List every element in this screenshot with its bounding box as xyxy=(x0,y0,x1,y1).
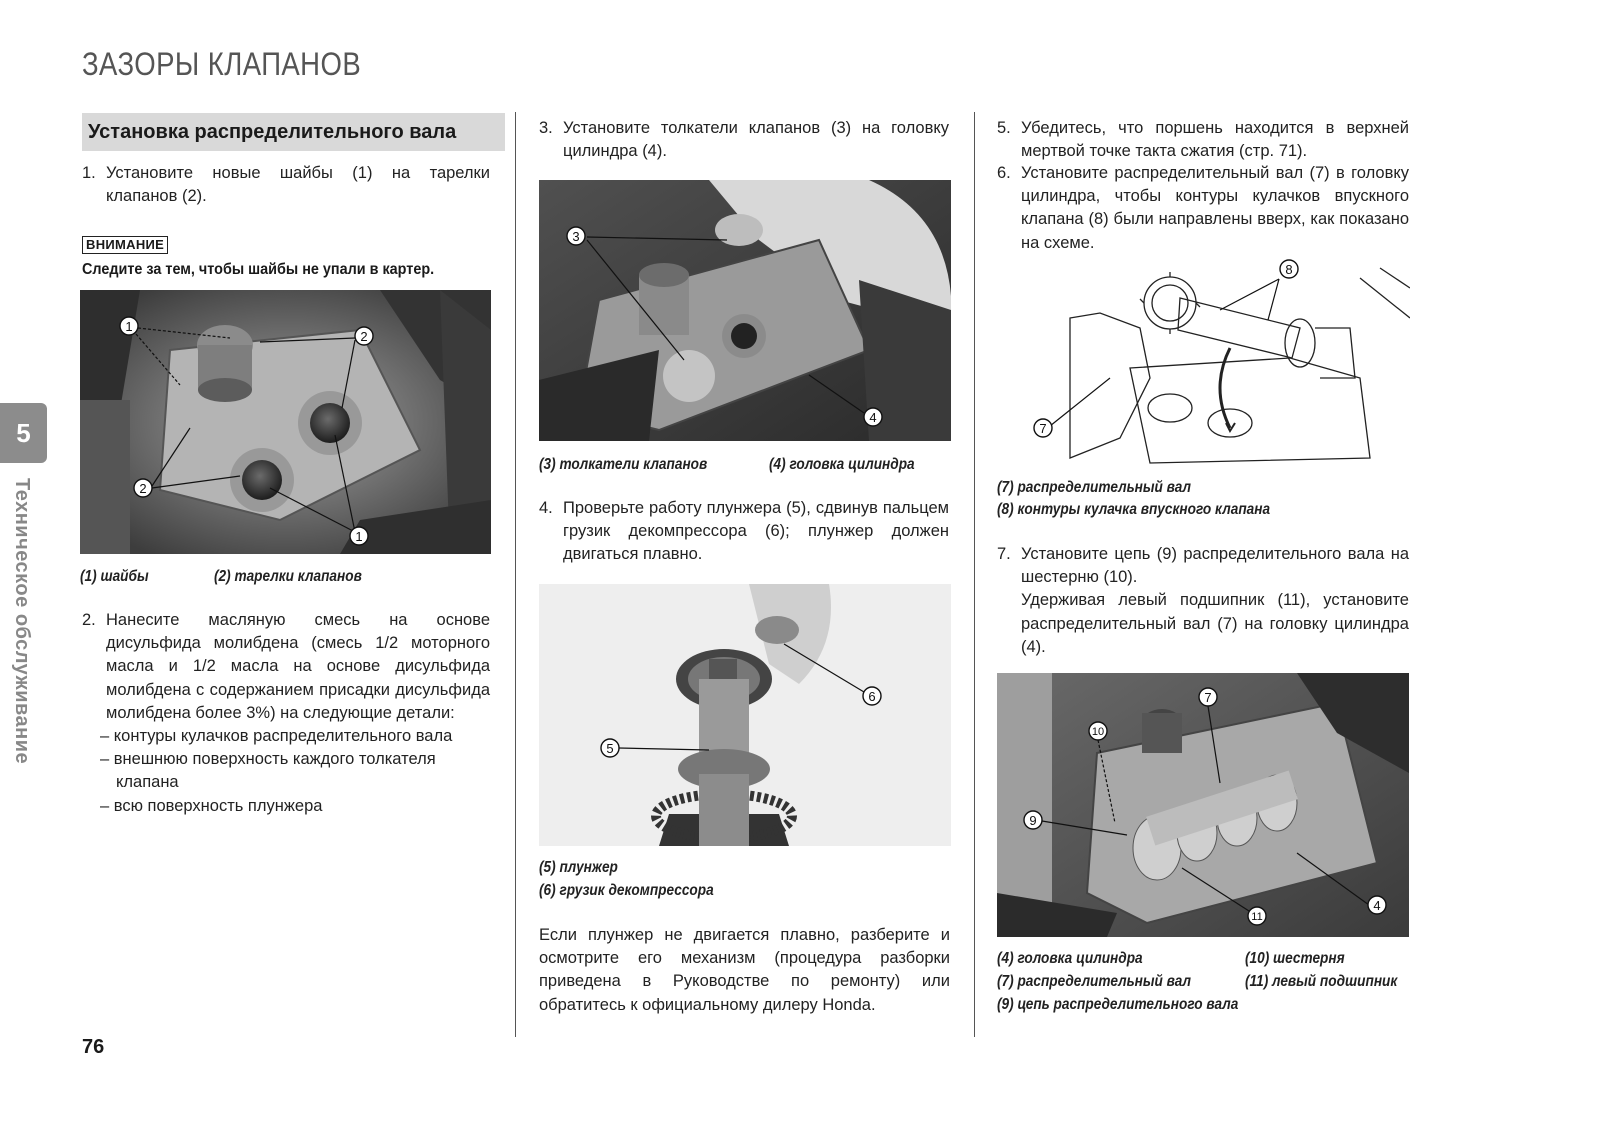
diagram-camshaft-orientation xyxy=(1030,258,1410,468)
step-6 xyxy=(997,162,1409,255)
callout-1: 1 xyxy=(125,319,133,334)
callout-7: 7 xyxy=(1204,690,1212,705)
step-number: 5. xyxy=(997,119,1011,137)
page-number: 76 xyxy=(82,1036,105,1058)
callout-10: 10 xyxy=(1091,726,1105,738)
caution-label: ВНИМАНИЕ xyxy=(82,236,168,254)
callout-7: 7 xyxy=(1039,421,1047,436)
callout-6: 6 xyxy=(868,689,876,704)
step-text: Установите толкатели клапанов (3) на головку цилиндра (4). xyxy=(563,119,949,161)
step-text: Нанесите масляную смесь на основе дисульфида молибдена (смесь 1/2 моторного масла и 1/2 масла на основе дисульфида молибдена с содержанием присадки дисульфида молибдена более 3%) на следующие детали: xyxy=(106,611,490,722)
photo-caption: (11) левый подшипник xyxy=(1245,973,1398,990)
step-number: 6. xyxy=(997,164,1011,182)
diagram-caption: (7) распределительный вал xyxy=(997,479,1191,496)
callout-5: 5 xyxy=(606,741,614,756)
photo-caption: (3) толкатели клапанов xyxy=(539,456,708,473)
photo-caption: (1) шайбы xyxy=(80,568,149,585)
callout-11: 11 xyxy=(1251,911,1263,923)
photo-washers-on-valve-retainers xyxy=(80,290,491,554)
step-2 xyxy=(82,609,490,725)
step-text: Удерживая левый подшипник (11), установите распределительный вал (7) на головку цилиндра (4). xyxy=(1021,591,1409,656)
column-divider-1 xyxy=(515,112,516,1037)
bullet-item: – всю поверхность плунжера xyxy=(100,796,323,815)
step-number: 4. xyxy=(539,499,553,517)
photo-caption: (4) головка цилиндра xyxy=(997,950,1143,967)
step-number: 2. xyxy=(82,611,96,629)
step-number: 1. xyxy=(82,164,96,182)
caution-text: Следите за тем, чтобы шайбы не упали в картер. xyxy=(82,261,435,278)
photo-plunger-decompressor xyxy=(539,584,951,846)
column-divider-2 xyxy=(974,112,975,1037)
photo-caption: (5) плунжер xyxy=(539,859,618,876)
page-title: ЗАЗОРЫ КЛАПАНОВ xyxy=(82,46,362,82)
step-text: Установите цепь (9) распределительного вала на шестерню (10). xyxy=(1021,545,1409,587)
step-4 xyxy=(539,497,949,567)
callout-4: 4 xyxy=(869,410,877,425)
bullet-item: – внешнюю поверхность каждого толкателя клапана xyxy=(100,750,436,792)
chapter-tab[interactable]: 5 xyxy=(0,403,47,463)
section-heading: Установка распределительного вала xyxy=(82,113,505,151)
step-text: Проверьте работу плунжера (5), сдвинув пальцем грузик декомпрессора (6); плунжер должен двигаться плавно. xyxy=(563,499,949,564)
step-number: 3. xyxy=(539,119,553,137)
callout-3: 3 xyxy=(572,229,580,244)
step-1 xyxy=(82,162,490,208)
step-3 xyxy=(539,117,949,163)
photo-caption: (2) тарелки клапанов xyxy=(214,568,362,585)
step-7 xyxy=(997,543,1409,659)
photo-caption: (4) головка цилиндра xyxy=(769,456,915,473)
paragraph-plunger-note: Если плунжер не двигается плавно, разберите и осмотрите его механизм (процедура разборки приведена в Руководстве по ремонту) или обратитесь к официальному дилеру Honda. xyxy=(539,926,950,1014)
photo-caption: (6) грузик декомпрессора xyxy=(539,882,714,899)
callout-4: 4 xyxy=(1373,898,1381,913)
callout-9: 9 xyxy=(1029,813,1037,828)
chapter-label: Техническое обслуживание xyxy=(11,478,33,765)
callout-2: 2 xyxy=(139,481,147,496)
step-text: Установите распределительный вал (7) в головку цилиндра, чтобы контуры кулачков впускного клапана (8) были направлены вверх, как показано на схеме. xyxy=(1021,164,1409,252)
photo-caption: (10) шестерня xyxy=(1245,950,1345,967)
bullet-item: – контуры кулачков распределительного вала xyxy=(100,727,453,745)
bullet-list xyxy=(100,725,490,818)
step-text: Установите новые шайбы (1) на тарелки клапанов (2). xyxy=(106,164,490,206)
step-5 xyxy=(997,117,1409,163)
callout-8: 8 xyxy=(1285,262,1293,277)
photo-valve-lifters xyxy=(539,180,951,441)
photo-camshaft-installation xyxy=(997,673,1409,937)
photo-caption: (9) цепь распределительного вала xyxy=(997,996,1239,1013)
step-number: 7. xyxy=(997,545,1011,563)
callout-2: 2 xyxy=(360,329,368,344)
step-text: Убедитесь, что поршень находится в верхней мертвой точке такта сжатия (стр. 71). xyxy=(1021,119,1409,161)
callout-1: 1 xyxy=(355,529,363,544)
diagram-caption: (8) контуры кулачка впускного клапана xyxy=(997,501,1271,518)
photo-caption: (7) распределительный вал xyxy=(997,973,1191,990)
